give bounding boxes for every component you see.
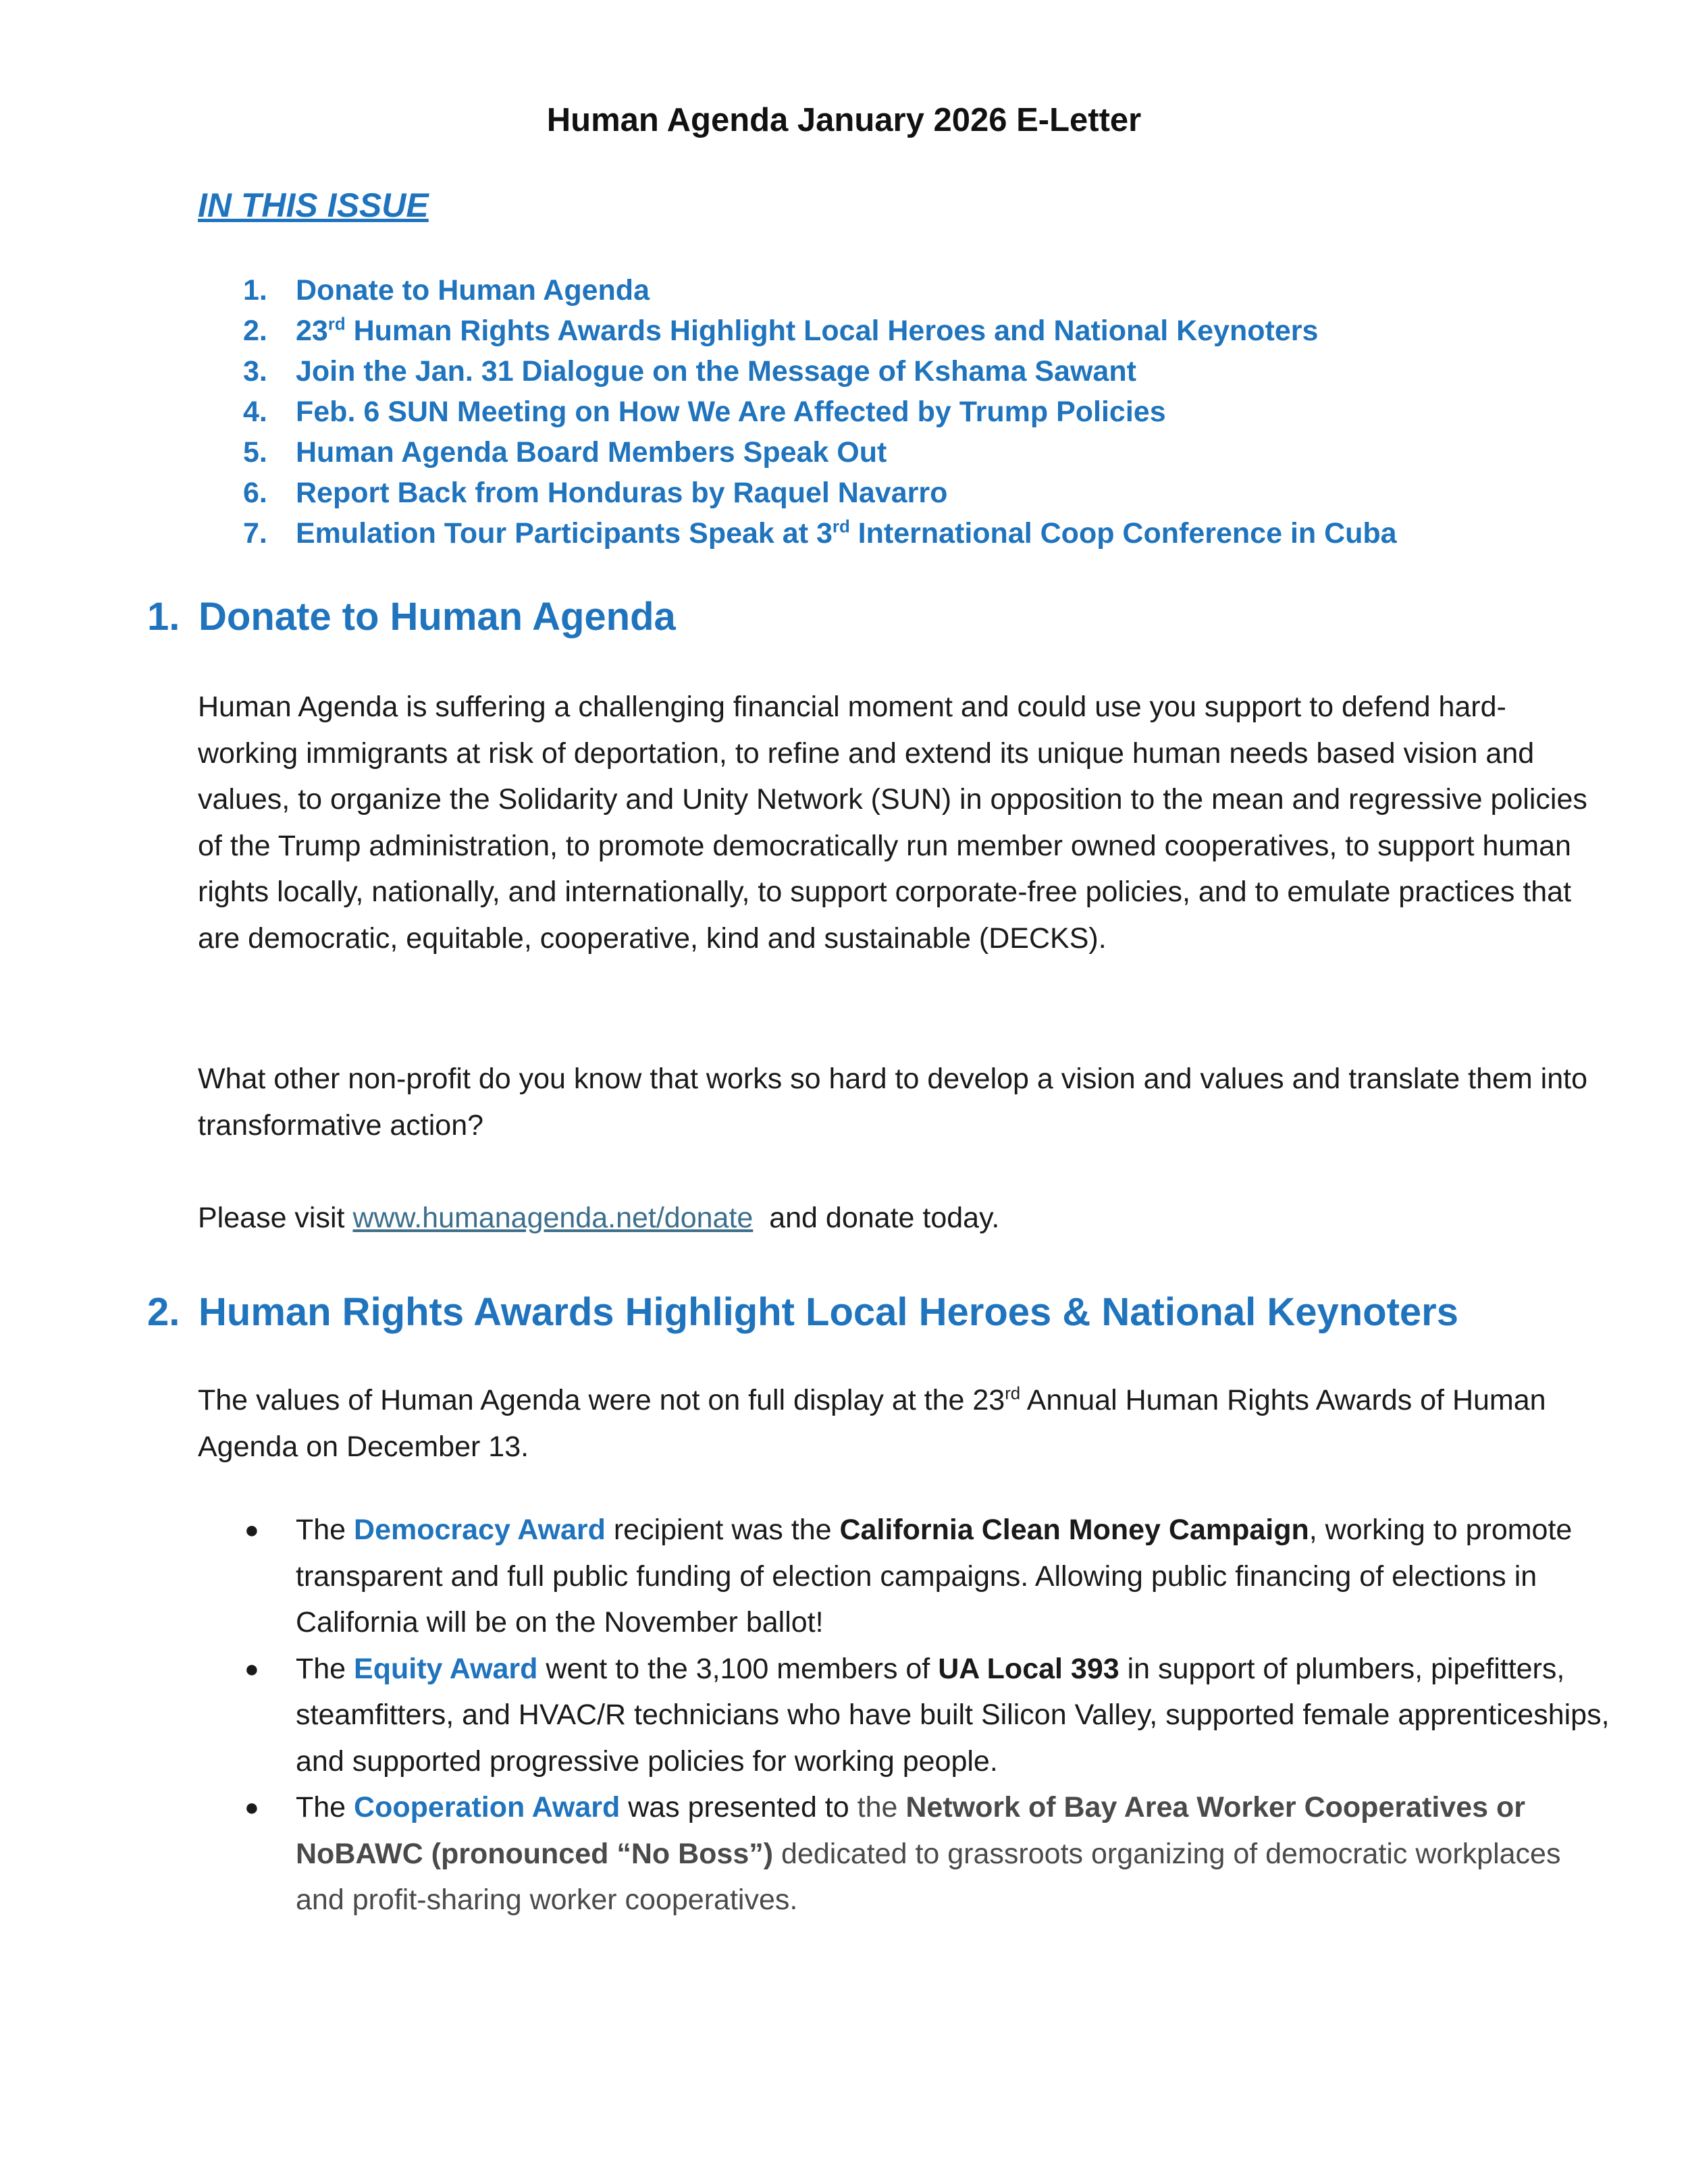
donate-line: Please visit www.humanagenda.net/donate and donate today. [198, 1202, 1000, 1234]
awards-list [243, 1507, 1614, 1923]
document-title: Human Agenda January 2026 E-Letter [546, 102, 1142, 138]
toc-heading: IN THIS ISSUE [198, 186, 429, 224]
bullet-icon: ● [244, 1793, 259, 1821]
award-recipient: California Clean Money Campaign [839, 1514, 1309, 1546]
toc-item[interactable]: 4. Feb. 6 SUN Meeting on How We Are Affected by Trump Policies [243, 396, 1166, 428]
section-1-paragraph: Human Agenda is suffering a challenging financial moment and could use you support to defend hard-working immigrants at risk of deportation, to refine and extend its unique human needs based vision and values, to organize the Solidarity and Unity Network (SUN) in opposition to the mean and regressive policies of the Trump administration, to promote democratically run member owned cooperatives, to support human rights locally, nationally, and internationally, to support corporate-free policies, and to emulate practices that are democratic, equitable, cooperative, kind and sustainable (DECKS). [198, 691, 1587, 955]
equity-award: Equity Award [354, 1652, 538, 1685]
award-recipient: Network of Bay Area Worker Cooperatives or NoBAWC (pronounced “No Boss”) [296, 1791, 1525, 1870]
donate-link[interactable]: www.humanagenda.net/donate [352, 1202, 754, 1234]
award-item-democracy: ● The Democracy Award recipient was the California Clean Money Campaign, working to promote transparent and full public funding of election campaigns. Allowing public financing of elections in California will be on the November ballot! [243, 1507, 1614, 1646]
toc-item[interactable]: 7. Emulation Tour Participants Speak at 3rd International Coop Conference in Cuba [243, 517, 1397, 550]
toc-item[interactable]: 6. Report Back from Honduras by Raquel Navarro [243, 477, 948, 509]
award-item-cooperation: ● The Cooperation Award was presented to the Network of Bay Area Worker Cooperatives or NoBAWC (pronounced “No Boss”) dedicated to grassroots organizing of democratic workplaces and profit-sharing worker cooperatives. [243, 1784, 1614, 1923]
section-2-heading: 2. Human Rights Awards Highlight Local Heroes & National Keynoters [147, 1290, 1458, 1334]
toc-item[interactable]: 5. Human Agenda Board Members Speak Out [243, 436, 887, 469]
section-2-intro: The values of Human Agenda were not on full display at the 23rd Annual Human Rights Awards of Human Agenda on December 13. [198, 1384, 1546, 1463]
toc-item[interactable]: 2. 23rd Human Rights Awards Highlight Local Heroes and National Keynoters [243, 315, 1319, 347]
toc-item[interactable]: 3. Join the Jan. 31 Dialogue on the Message of Kshama Sawant [243, 355, 1136, 388]
section-1-question: What other non-profit do you know that works so hard to develop a vision and values and translate them into transformative action? [198, 1063, 1588, 1142]
award-item-equity: ● The Equity Award went to the 3,100 members of UA Local 393 in support of plumbers, pipefitters, steamfitters, and HVAC/R technicians who have built Silicon Valley, supported female apprenticeships, and supported progressive policies for working people. [243, 1646, 1614, 1785]
toc-item[interactable]: 1. Donate to Human Agenda [243, 274, 650, 307]
cooperation-award: Cooperation Award [354, 1791, 621, 1823]
democracy-award: Democracy Award [354, 1514, 606, 1546]
section-1-heading: 1. Donate to Human Agenda [147, 595, 676, 639]
bullet-icon: ● [244, 1516, 259, 1543]
toc-list [243, 270, 1397, 554]
award-recipient: UA Local 393 [938, 1652, 1119, 1685]
bullet-icon: ● [244, 1654, 259, 1682]
